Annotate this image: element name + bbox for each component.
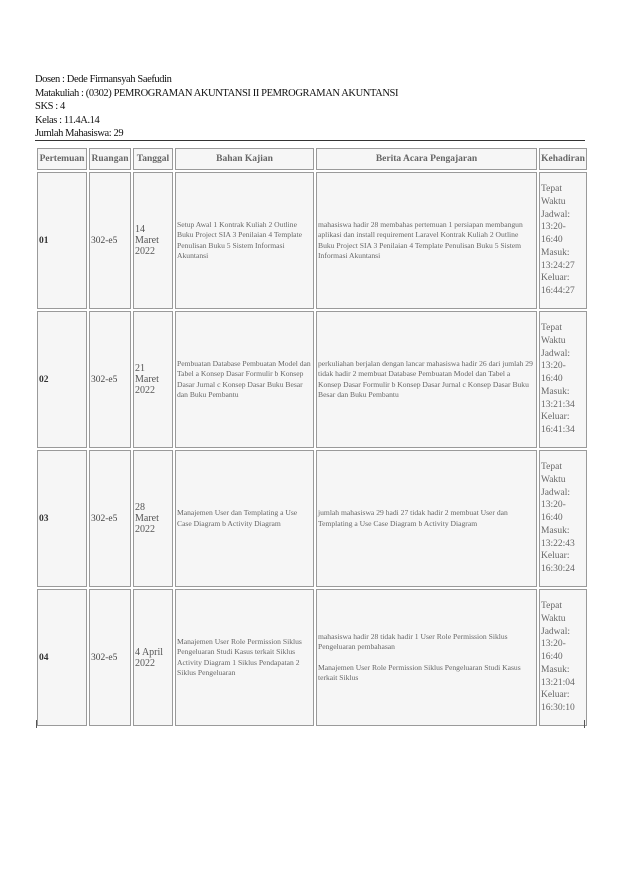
- kehadiran-cell: [539, 172, 587, 309]
- jadwal-text: Jadwal: 13:20-16:40: [541, 626, 571, 663]
- table-header-row: [37, 148, 587, 170]
- bahan-cell: Pembuatan Database Pembuatan Model dan Tabel a Konsep Dasar Formulir b Konsep Dasar Jurnal c Konsep Dasar Buku Besar dan Buku Pembantu: [175, 311, 314, 448]
- table-row: [37, 311, 587, 448]
- masuk-text: Masuk: 13:24:27: [541, 247, 575, 271]
- header-divider: [35, 140, 585, 141]
- pertemuan-cell: 02: [37, 311, 87, 448]
- student-count-line: Jumlah Mahasiswa: 29: [35, 128, 124, 139]
- jadwal-text: Jadwal: 13:20-16:40: [541, 209, 571, 246]
- jadwal-text: Jadwal: 13:20-16:40: [541, 487, 571, 524]
- kehadiran-cell: [539, 589, 587, 726]
- bahan-cell: Setup Awal 1 Kontrak Kuliah 2 Outline Buku Project SIA 3 Penilaian 4 Template Penulisan Buku 5 Sistem Informasi Akuntansi: [175, 172, 314, 309]
- tanggal-cell: 28 Maret 2022: [133, 450, 173, 587]
- table-continuation-left: [36, 720, 37, 728]
- col-tanggal: Tanggal: [133, 148, 173, 170]
- col-pertemuan: Pertemuan: [37, 148, 87, 170]
- keluar-text: Keluar: 16:30:24: [541, 551, 575, 575]
- table-row: [37, 172, 587, 309]
- table-row: [37, 450, 587, 587]
- tanggal-cell: 4 April 2022: [133, 589, 173, 726]
- berita-text: perkuliahan berjalan dengan lancar mahasiswa hadir 26 dari jumlah 29 tidak hadir 2 membuat Database Pembuatan Model dan Tabel a Konsep Dasar Formulir b Konsep Dasar Jurnal c Konsep Dasar Buku Besar dan Buku Pembantu: [318, 358, 533, 399]
- tanggal-cell: 14 Maret 2022: [133, 172, 173, 309]
- bahan-cell: Manajemen User dan Templating a Use Case Diagram b Activity Diagram: [175, 450, 314, 587]
- bahan-cell: Manajemen User Role Permission Siklus Pengeluaran Studi Kasus terkait Siklus Activity Diagram 1 Siklus Pendapatan 2 Siklus Pengeluaran: [175, 589, 314, 726]
- kehadiran-cell: [539, 311, 587, 448]
- berita-text: jumlah mahasiswa 29 hadi 27 tidak hadir 2 membuat User dan Templating a Use Case Diagram b Activity Diagram: [318, 508, 508, 528]
- masuk-text: Masuk: 13:21:34: [541, 386, 575, 410]
- table-continuation-right: [584, 720, 585, 728]
- berita-cell: [316, 589, 537, 726]
- col-kehadiran: Kehadiran: [539, 148, 587, 170]
- status-text: Tepat Waktu: [541, 600, 566, 624]
- kehadiran-cell: [539, 450, 587, 587]
- masuk-text: Masuk: 13:21:04: [541, 664, 575, 688]
- status-text: Tepat Waktu: [541, 183, 566, 207]
- credits-line: SKS : 4: [35, 101, 65, 112]
- tanggal-cell: 21 Maret 2022: [133, 311, 173, 448]
- col-bahan-kajian: Bahan Kajian: [175, 148, 314, 170]
- berita-cell: [316, 311, 537, 448]
- col-ruangan: Ruangan: [89, 148, 131, 170]
- status-text: Tepat Waktu: [541, 461, 566, 485]
- keluar-text: Keluar: 16:44:27: [541, 273, 575, 297]
- lecturer-line: Dosen : Dede Firmansyah Saefudin: [35, 74, 172, 85]
- pertemuan-cell: 04: [37, 589, 87, 726]
- pertemuan-cell: 03: [37, 450, 87, 587]
- pertemuan-cell: 01: [37, 172, 87, 309]
- class-line: Kelas : 11.4A.14: [35, 114, 100, 126]
- table-row: [37, 589, 587, 726]
- jadwal-text: Jadwal: 13:20-16:40: [541, 348, 571, 385]
- col-berita-acara: Berita Acara Pengajaran: [316, 148, 537, 170]
- berita-text-second: Manajemen User Role Permission Siklus Pengeluaran Studi Kasus terkait Siklus: [318, 662, 521, 682]
- berita-text: mahasiswa hadir 28 tidak hadir 1 User Role Permission Siklus Pengeluaran pembahasan: [318, 631, 508, 651]
- status-text: Tepat Waktu: [541, 322, 566, 346]
- ruangan-cell: 302-e5: [89, 589, 131, 726]
- ruangan-cell: 302-e5: [89, 311, 131, 448]
- keluar-text: Keluar: 16:41:34: [541, 412, 575, 436]
- course-line: Matakuliah : (0302) PEMROGRAMAN AKUNTANSI II PEMROGRAMAN AKUNTANSI: [35, 87, 399, 99]
- paragraph-gap: [318, 653, 535, 663]
- ruangan-cell: 302-e5: [89, 172, 131, 309]
- ruangan-cell: 302-e5: [89, 450, 131, 587]
- attendance-table: [35, 146, 589, 728]
- keluar-text: Keluar: 16:30:10: [541, 690, 575, 714]
- berita-cell: [316, 172, 537, 309]
- course-header: [35, 73, 595, 141]
- masuk-text: Masuk: 13:22:43: [541, 525, 575, 549]
- berita-text: mahasiswa hadir 28 membahas pertemuan 1 persiapan membangun aplikasi dan install requirement Laravel Kontrak Kuliah 2 Outline Buku Project SIA 3 Penilaian 4 Template Penulisan Buku 5 Sistem Informasi Akuntansi: [318, 219, 523, 260]
- berita-cell: [316, 450, 537, 587]
